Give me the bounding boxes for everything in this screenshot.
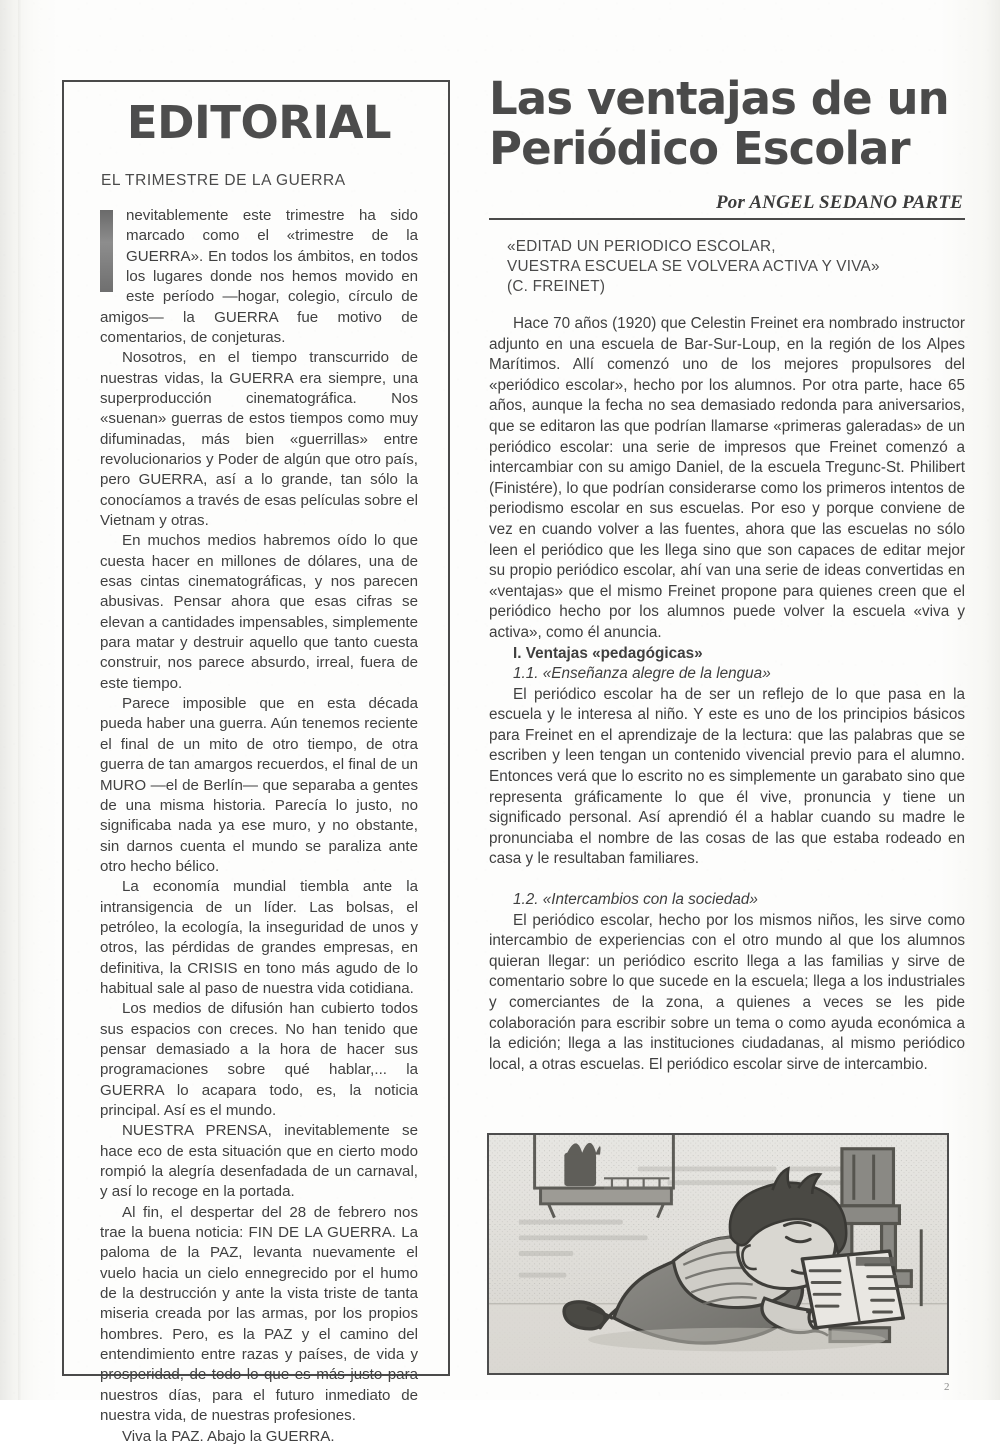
article-subsection-heading: 1.2. «Intercambios con la sociedad»: [513, 891, 758, 909]
article-section-heading: I. Ventajas «pedagógicas»: [513, 644, 703, 662]
editorial-paragraph: Parece imposible que en esta década pueda haber una guerra. Aún tenemos reciente el final de un mito de otro tiempo, de otra guerra de tan amargos recuerdos, el final de un MURO —el de Berlín— que separaba a gentes de una misma historia. Parecía lo justo, no significaba nada ya ese muro, y no obstante, sin darnos cuenta el mundo se paraliza ante otro hecho bélico.: [100, 695, 419, 875]
editorial-content: [100, 94, 418, 1447]
article-intro-paragraph: Hace 70 años (1920) que Celestin Freinet era nombrado instructor adjunto en una escuela de Bar-Sur-Loup, en la región de los Alpes Marítimos. Allí comenzó uno de los mejores propulsores del «periódico escolar», hecho por los alumnos. Por otra parte, hace 65 años, aunque la fecha no sea demasiado redonda para aniversarios, que se editaron las que podrían llamarse «primeras galeradas» de un periódico escolar: una serie de impresos que Freinet comenzó a intercambiar con su amigo Daniel, de la escuela Tregunc-St. Philibert (Finistére), lo que podrían considerarse como los primeros intentos de periodismo escolar en sus escuelas. Por eso y porque conviene de vez en cuando volver a las fuentes, ahora que las escuelas no sólo leen el periódico que les llega sino que son capaces de editar mejor su propio periódico escolar, ahí van una serie de ideas convertidas en «ventajas» que el mismo Freinet propone para quienes creen que el periódico hecho por los alumnos puede volver la escuela «viva y activa», como él anuncia.: [489, 315, 965, 641]
article-subsection-heading: 1.1. «Enseñanza alegre de la lengua»: [513, 665, 771, 683]
article-headline-line-2: Periódico Escolar: [489, 122, 910, 175]
article-epigraph: [507, 237, 965, 297]
editorial-paragraph: Al fin, el despertar del 28 de febrero nos trae la buena noticia: FIN DE LA GUERRA. La paloma de la PAZ, levanta nuevamente el vuelo hacia un cielo ennegrecido por el humo de la destrucción y ante la vista triste de tanta miseria creada por las armas, por los propios hombres. Pero, es la PAZ y el camino del entendimiento entre razas y países, de vida y prosperidad, de todo lo que es más justo para nuestros días, para el futuro inmediato de nuestra vida, de nuestras profesiones.: [100, 1203, 418, 1425]
editorial-subtitle: EL TRIMESTRE DE LA GUERRA: [101, 171, 346, 189]
article-paragraph: El periódico escolar, hecho por los mismos niños, les sirve como intercambio de experiencias con el otro mundo al que los alumnos quieran llegar: un periódico escrito llega a las familias y sirve de comentario sobre lo que sucede en la escuela; llega a los industriales y comerciantes de la zona, a quienes a veces se les pide colaboración para escribir sobre un tema o como ayuda económica a la edición; llega a las instituciones ciudadanas, al mismo periódico local, a otras escuelas. El periódico escolar sirve de intercambio.: [489, 911, 965, 1073]
scan-edge-streak: [18, 0, 21, 1400]
editorial-paragraph: Los medios de difusión han cubierto todos sus espacios con creces. No han tenido que pensar demasiado a la hora de hacer sus programaciones sobre qué hablar,... la GUERRA lo acapara todo, es, la noticia principal. Así es el mundo.: [100, 1000, 418, 1120]
page-number: 2: [944, 1381, 950, 1393]
editorial-closing-line: Viva la PAZ. Abajo la GUERRA.: [122, 1427, 335, 1445]
editorial-paragraph: En muchos medios habremos oído lo que cuesta hacer en millones de dólares, una de esas cintas cinematográficas, y nos parecen abusivas. Pensar ahora que esas cifras se elevan a cantidades impensables, simplemente para matar y destruir aquello que tanto cuesta construir, nos parece absurdo, irreal, fuera de este tiempo.: [100, 532, 418, 692]
epigraph-attribution: (C. FREINET): [507, 278, 606, 295]
article-column: [489, 74, 965, 1075]
editorial-body: [100, 206, 418, 1447]
drop-cap-letter: [100, 210, 113, 292]
byline-rule: [489, 218, 965, 220]
editorial-paragraph: NUESTRA PRENSA, inevitablemente se hace eco de esta situación que en cierto modo rompió la alegría desenfadada de un carnaval, y así lo recoge en la portada.: [100, 1122, 418, 1201]
article-illustration: [487, 1133, 949, 1375]
article-headline: [489, 74, 965, 174]
editorial-paragraph: Nosotros, en el tiempo transcurrido de nuestras vidas, la GUERRA era siempre, una superproducción cinematográfica. Nos «suenan» guerras de estos tiempos como muy difuminadas, más bien «guerrillas» entre revolucionarios y Poder de algún que otro país, pero GUERRA, así a lo grande, tan sólo la conocíamos a través de esas películas sobre el Vietnam y otras.: [100, 349, 418, 530]
editorial-box: [62, 80, 450, 1445]
editorial-paragraph: La economía mundial tiembla ante la intransigencia de un líder. Las bolsas, el petróleo, la ecología, la inseguridad de unos y otros, las pérdidas de grandes empresas, en definitiva, la CRISIS en tono más agudo de lo habitual sale al paso de nuestra vida cotidiana.: [100, 878, 418, 997]
article-byline: Por ANGEL SEDANO PARTE: [715, 192, 963, 213]
editorial-paragraph: nevitablemente este trimestre ha sido marcado como el «trimestre de la GUERRA». En todos los ámbitos, en todos los lugares donde nos hemos movido en este período —hogar, colegio, círculo de amigos— la GUERRA fue motivo de comentarios, de conjeturas.: [100, 206, 418, 346]
epigraph-line-2: VUESTRA ESCUELA SE VOLVERA ACTIVA Y VIVA»: [507, 258, 880, 275]
editorial-title: EDITORIAL: [126, 96, 392, 149]
byline-block: [489, 192, 965, 220]
article-paragraph: El periódico escolar ha de ser un reflejo de lo que pasa en la escuela y le interesa al niño. Y este es uno de los principios básicos para Freinet en el aprendizaje de la lectura: que las palabras que se escriben y leen tengan un contenido vivencial previo para el alumno. Entonces verá que lo escrito no es simplemente un garabato sino que representa gráficamente lo que él vive, pronuncia y tiene un significado personal. Así aprendió él a hablar cuando su madre le pronunciaba el nombre de las cosas de las que estaba rodeado en casa y le resultaban familiares.: [489, 685, 965, 868]
article-headline-line-1: Las ventajas de un: [489, 72, 949, 125]
epigraph-line-1: «EDITAD UN PERIODICO ESCOLAR,: [507, 238, 776, 255]
article-body: [489, 314, 965, 1075]
